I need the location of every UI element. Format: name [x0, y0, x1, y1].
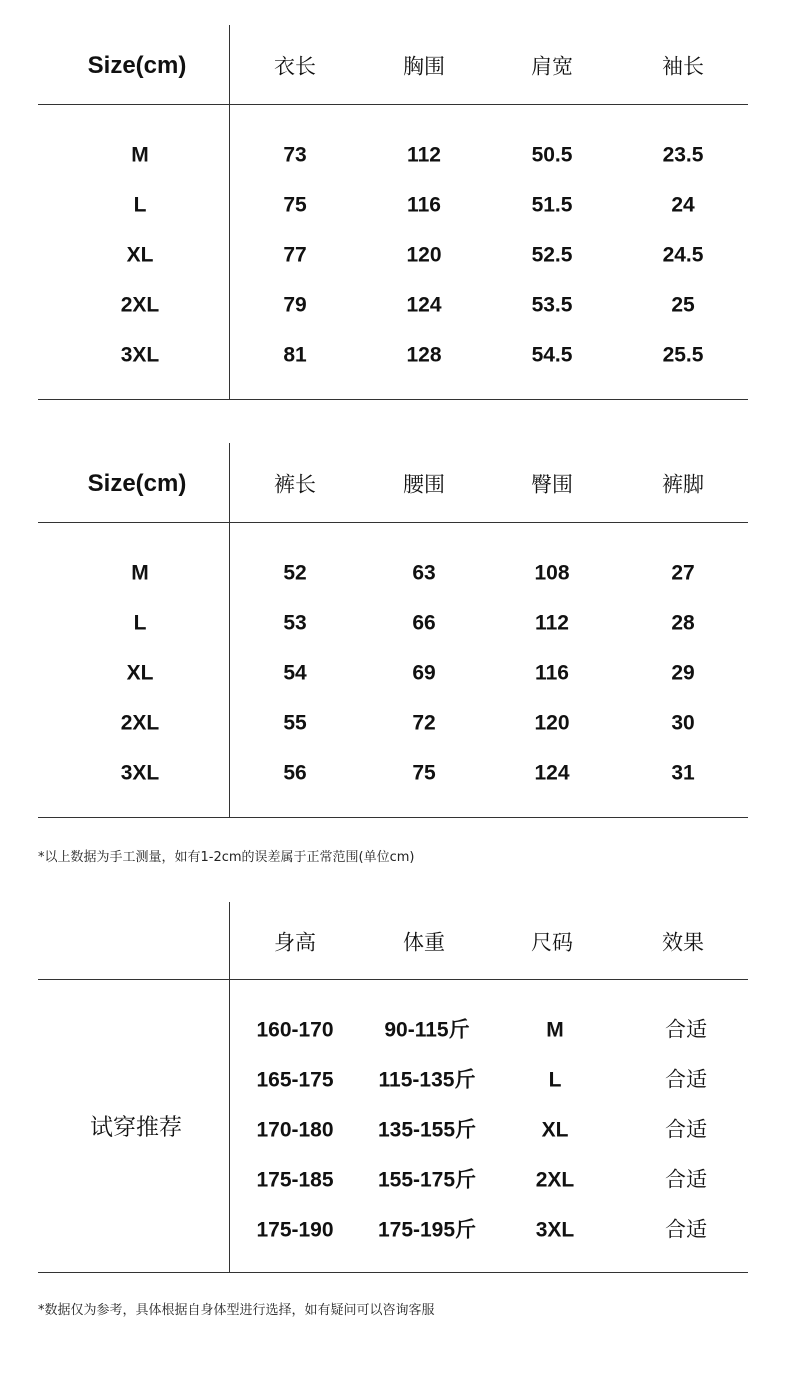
column-header: 体重: [403, 930, 445, 955]
table-cell: 124: [406, 293, 442, 317]
table-header-rule: [38, 979, 748, 980]
table-cell: 72: [412, 711, 436, 735]
table-bottom-rule: [38, 399, 748, 400]
column-header: 身高: [274, 930, 316, 955]
table-cell: 75: [412, 761, 436, 785]
table-header-rule: [38, 104, 748, 105]
table-cell: 24: [671, 193, 695, 217]
table-cell: 23.5: [662, 143, 704, 167]
weight-range: 175-195斤: [377, 1218, 477, 1242]
size-label: XL: [126, 243, 154, 267]
table-cell: 73: [283, 143, 307, 167]
table-divider-vertical: [229, 902, 230, 1272]
size-label: L: [548, 1068, 562, 1092]
table-cell: 53: [283, 611, 307, 635]
table-cell: 24.5: [662, 243, 704, 267]
size-label: 3XL: [535, 1218, 575, 1242]
size-label: 3XL: [120, 761, 160, 785]
reference-note: *数据仅为参考，具体根据自身体型进行选择，如有疑问可以咨询客服: [38, 1303, 435, 1318]
table-title: Size(cm): [87, 52, 187, 79]
table-cell: 29: [671, 661, 695, 685]
table-cell: 54: [283, 661, 307, 685]
fit-result: 合适: [665, 1017, 707, 1042]
column-header: 肩宽: [531, 54, 573, 79]
fit-result: 合适: [665, 1067, 707, 1092]
recommendation-label: 试穿推荐: [90, 1114, 182, 1141]
table-cell: 27: [671, 561, 695, 585]
table-title: Size(cm): [87, 470, 187, 497]
table-cell: 120: [534, 711, 570, 735]
weight-range: 115-135斤: [378, 1068, 476, 1092]
fit-result: 合适: [665, 1217, 707, 1242]
size-label: L: [133, 611, 147, 635]
table-cell: 66: [412, 611, 436, 635]
table-bottom-rule: [38, 817, 748, 818]
table-cell: 112: [407, 143, 441, 167]
table-cell: 28: [671, 611, 695, 635]
column-header: 裤长: [274, 472, 316, 497]
table-cell: 30: [671, 711, 695, 735]
table-cell: 25.5: [662, 343, 704, 367]
table-cell: 75: [283, 193, 307, 217]
column-header: 胸围: [403, 54, 445, 79]
table-cell: 77: [283, 243, 307, 267]
fit-result: 合适: [665, 1117, 707, 1142]
table-divider-vertical: [229, 25, 230, 399]
table-header-rule: [38, 522, 748, 523]
table-cell: 52.5: [531, 243, 573, 267]
size-label: 2XL: [535, 1168, 575, 1192]
table-bottom-rule: [38, 1272, 748, 1273]
size-label: XL: [541, 1118, 569, 1142]
size-label: 3XL: [120, 343, 160, 367]
column-header: 效果: [662, 930, 704, 955]
table-cell: 112: [535, 611, 569, 635]
table-cell: 50.5: [531, 143, 573, 167]
table-cell: 52: [283, 561, 307, 585]
table-cell: 25: [671, 293, 695, 317]
height-range: 175-190: [256, 1218, 334, 1242]
table-cell: 69: [412, 661, 436, 685]
weight-range: 135-155斤: [377, 1118, 477, 1142]
table-cell: 124: [534, 761, 570, 785]
table-cell: 108: [534, 561, 570, 585]
table-cell: 116: [535, 661, 569, 685]
column-header: 尺码: [531, 930, 573, 955]
table-cell: 51.5: [531, 193, 573, 217]
height-range: 165-175: [256, 1068, 334, 1092]
top-size-table: [38, 25, 748, 400]
height-range: 170-180: [256, 1118, 334, 1142]
height-range: 160-170: [256, 1018, 334, 1042]
table-cell: 53.5: [531, 293, 573, 317]
table-cell: 128: [406, 343, 442, 367]
fit-recommendation-table: [38, 902, 748, 1274]
table-cell: 120: [406, 243, 442, 267]
table-cell: 79: [283, 293, 307, 317]
size-label: M: [546, 1018, 564, 1042]
table-divider-vertical: [229, 443, 230, 817]
table-cell: 116: [407, 193, 441, 217]
size-label: XL: [126, 661, 154, 685]
size-label: 2XL: [120, 293, 160, 317]
column-header: 裤脚: [662, 472, 704, 497]
table-cell: 81: [283, 343, 307, 367]
weight-range: 90-115斤: [384, 1018, 470, 1042]
table-cell: 54.5: [531, 343, 573, 367]
size-label: M: [131, 143, 149, 167]
table-cell: 63: [412, 561, 436, 585]
size-label: M: [131, 561, 149, 585]
table-cell: 31: [671, 761, 695, 785]
fit-result: 合适: [665, 1167, 707, 1192]
size-label: L: [133, 193, 147, 217]
column-header: 衣长: [274, 54, 316, 79]
column-header: 臀围: [531, 472, 573, 497]
column-header: 袖长: [662, 54, 704, 79]
column-header: 腰围: [403, 472, 445, 497]
pants-size-table: [38, 443, 748, 818]
size-label: 2XL: [120, 711, 160, 735]
weight-range: 155-175斤: [377, 1168, 477, 1192]
height-range: 175-185: [256, 1168, 334, 1192]
table-cell: 56: [283, 761, 307, 785]
measurement-note: *以上数据为手工测量，如有1-2cm的误差属于正常范围(单位cm): [38, 850, 415, 865]
table-cell: 55: [283, 711, 307, 735]
